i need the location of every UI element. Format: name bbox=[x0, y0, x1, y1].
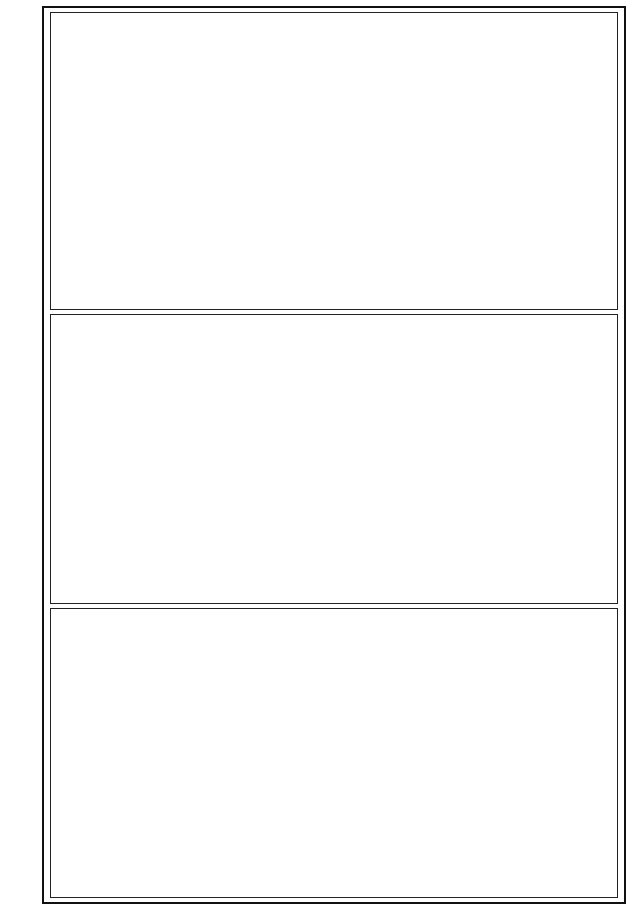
text-block-middle bbox=[50, 314, 618, 604]
page-frame bbox=[42, 6, 626, 904]
page-number-margin bbox=[0, 758, 32, 898]
book-title-margin bbox=[0, 70, 32, 470]
text-block-bottom bbox=[50, 608, 618, 898]
text-block-top bbox=[50, 12, 618, 310]
